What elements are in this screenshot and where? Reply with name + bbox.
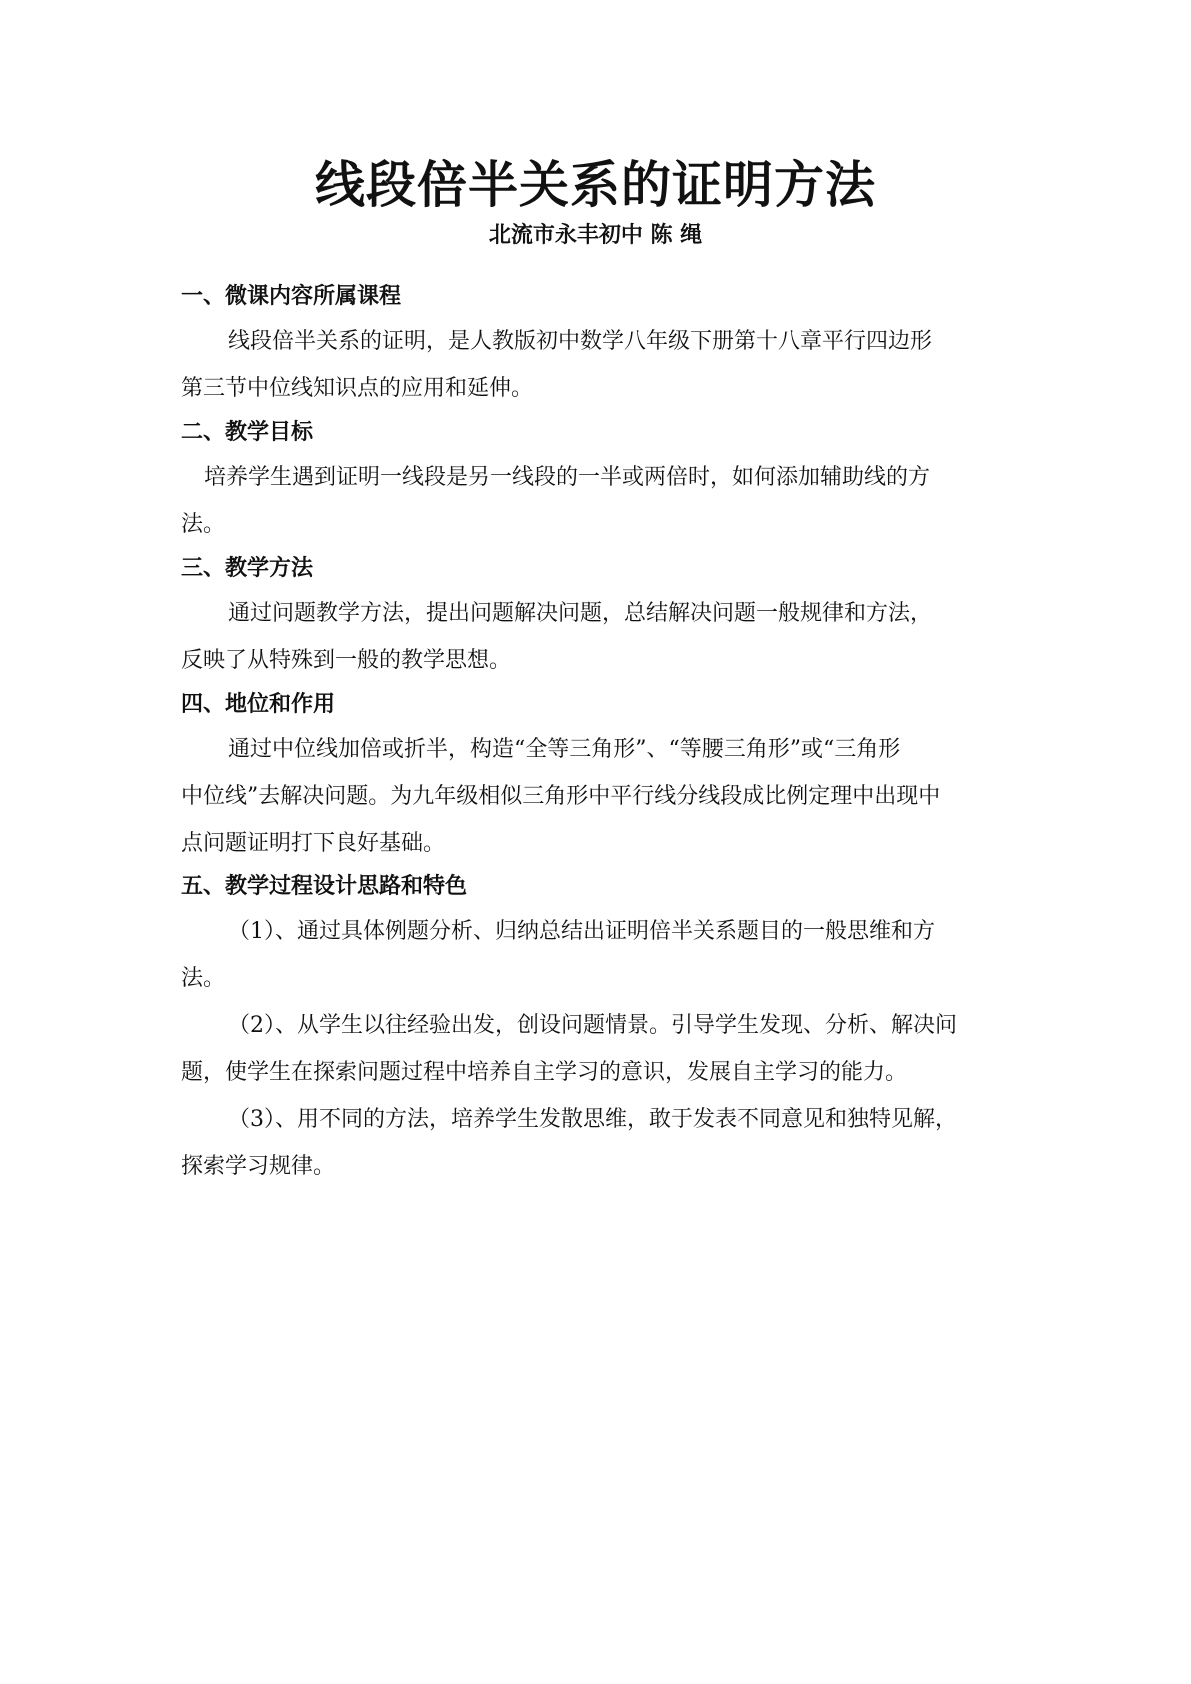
section-heading-course: 一、微课内容所属课程 bbox=[181, 284, 402, 309]
paragraph-line: 题，使学生在探索问题过程中培养自主学习的意识，发展自主学习的能力。 bbox=[181, 1060, 908, 1085]
paragraph-line: 法。 bbox=[181, 966, 226, 991]
paragraph-line: 培养学生遇到证明一线段是另一线段的一半或两倍时，如何添加辅助线的方 bbox=[204, 465, 931, 490]
section-heading-goals: 二、教学目标 bbox=[181, 420, 314, 445]
paragraph-line: 反映了从特殊到一般的教学思想。 bbox=[181, 648, 512, 673]
paragraph-line: 点问题证明打下良好基础。 bbox=[181, 831, 446, 856]
paragraph-line: 线段倍半关系的证明，是人教版初中数学八年级下册第十八章平行四边形 bbox=[228, 329, 933, 354]
paragraph-line: （1）、通过具体例题分析、归纳总结出证明倍半关系题目的一般思维和方 bbox=[228, 919, 935, 944]
paragraph-line: （3）、用不同的方法，培养学生发散思维，敢于发表不同意见和独特见解， bbox=[228, 1107, 957, 1132]
section-heading-process: 五、教学过程设计思路和特色 bbox=[181, 874, 468, 899]
paragraph-line: 通过中位线加倍或折半，构造“全等三角形”、“等腰三角形”或“三角形 bbox=[228, 737, 901, 762]
document-title: 线段倍半关系的证明方法 bbox=[315, 156, 876, 214]
paragraph-line: 法。 bbox=[181, 512, 226, 537]
paragraph-line: （2）、从学生以往经验出发，创设问题情景。引导学生发现、分析、解决问 bbox=[228, 1013, 957, 1038]
paragraph-line: 中位线”去解决问题。为九年级相似三角形中平行线分线段成比例定理中出现中 bbox=[181, 784, 941, 809]
paragraph-line: 第三节中位线知识点的应用和延伸。 bbox=[181, 376, 534, 401]
paragraph-line: 探索学习规律。 bbox=[181, 1154, 336, 1179]
section-heading-role: 四、地位和作用 bbox=[181, 692, 336, 717]
paragraph-line: 通过问题教学方法，提出问题解决问题，总结解决问题一般规律和方法， bbox=[228, 601, 933, 626]
document-author: 北流市永丰初中 陈 绳 bbox=[488, 223, 703, 248]
section-heading-methods: 三、教学方法 bbox=[181, 556, 314, 581]
